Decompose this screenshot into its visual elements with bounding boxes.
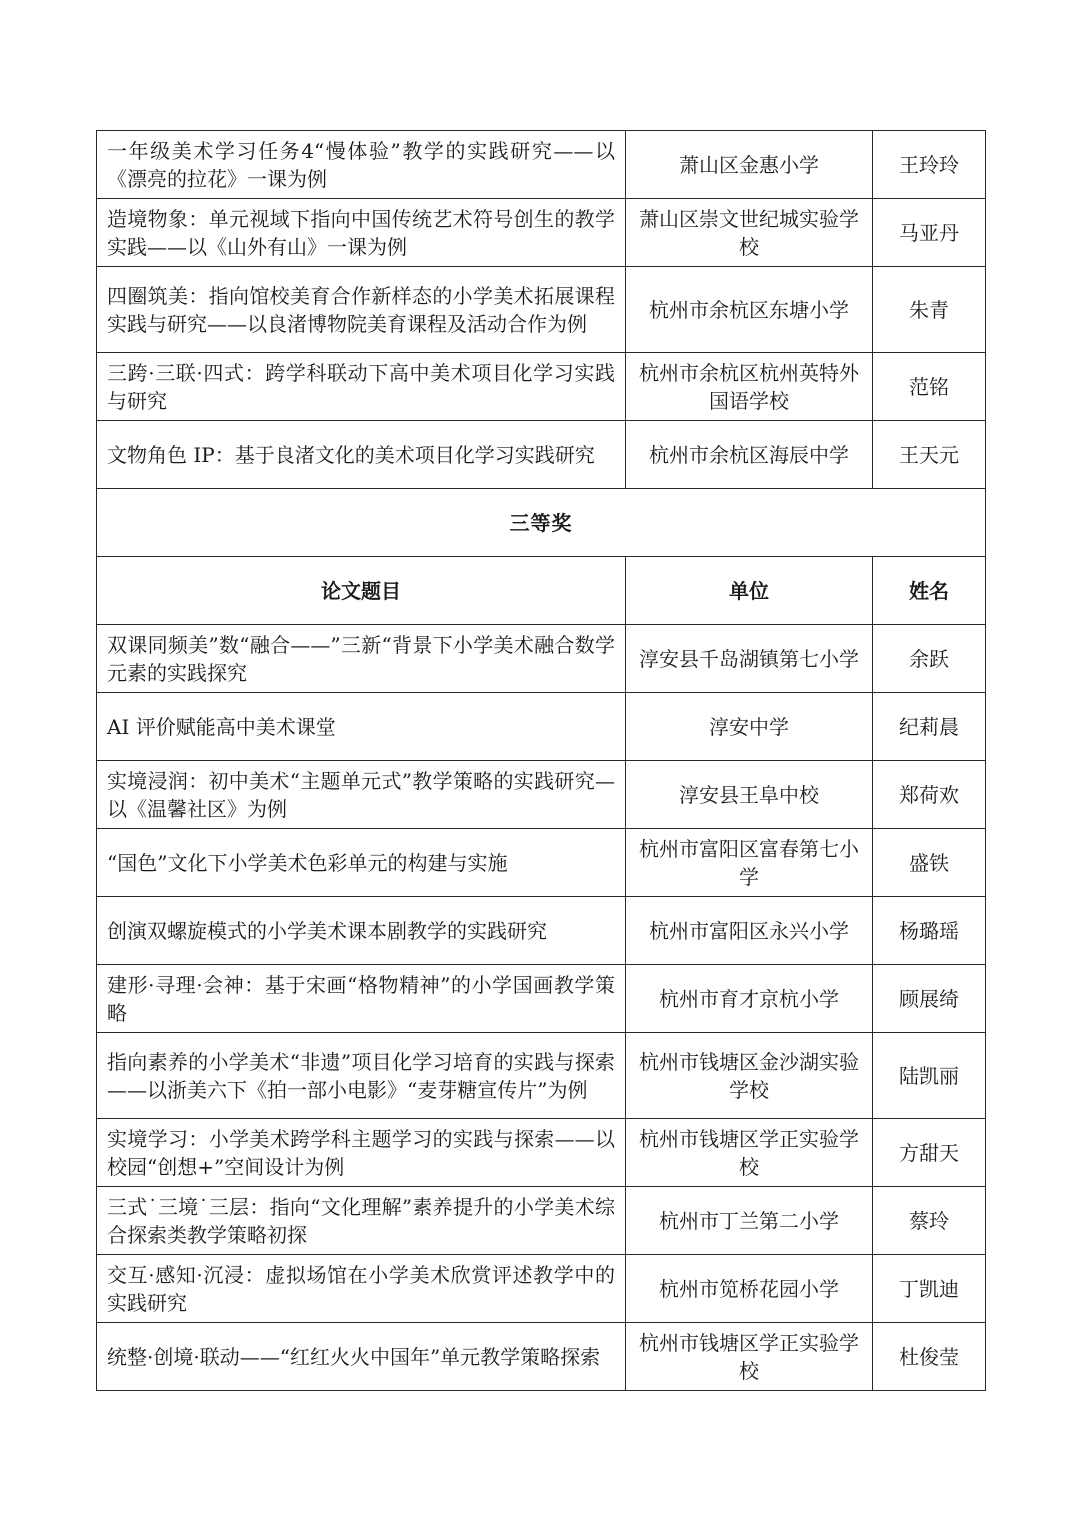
table-row xyxy=(97,761,986,829)
school-unit: 杭州市钱塘区学正实验学校 xyxy=(626,1323,873,1391)
table-row xyxy=(97,1119,986,1187)
school-unit: 杭州市余杭区海辰中学 xyxy=(626,421,873,489)
school-unit: 杭州市丁兰第二小学 xyxy=(626,1187,873,1255)
author-name: 余跃 xyxy=(873,625,986,693)
author-name: 郑荷欢 xyxy=(873,761,986,829)
paper-title: 三跨·三联·四式：跨学科联动下高中美术项目化学习实践与研究 xyxy=(97,353,626,421)
author-name: 丁凯迪 xyxy=(873,1255,986,1323)
table-row xyxy=(97,267,986,353)
table-row xyxy=(97,131,986,199)
paper-title: 四圈筑美：指向馆校美育合作新样态的小学美术拓展课程实践与研究——以良渚博物院美育课程及活动合作为例 xyxy=(97,267,626,353)
table-row xyxy=(97,693,986,761)
column-header-row xyxy=(97,557,986,625)
school-unit: 杭州市钱塘区金沙湖实验学校 xyxy=(626,1033,873,1119)
paper-title: 一年级美术学习任务4“慢体验”教学的实践研究——以《漂亮的拉花》一课为例 xyxy=(97,131,626,199)
school-unit: 杭州市余杭区东塘小学 xyxy=(626,267,873,353)
paper-title: 建形·寻理·会神：基于宋画“格物精神”的小学国画教学策略 xyxy=(97,965,626,1033)
section-heading-row xyxy=(97,489,986,557)
table-row xyxy=(97,421,986,489)
award-table xyxy=(96,130,986,1391)
column-header-unit: 单位 xyxy=(626,557,873,625)
author-name: 盛铁 xyxy=(873,829,986,897)
author-name: 朱青 xyxy=(873,267,986,353)
author-name: 王天元 xyxy=(873,421,986,489)
column-header-name: 姓名 xyxy=(873,557,986,625)
author-name: 杜俊莹 xyxy=(873,1323,986,1391)
paper-title: AI 评价赋能高中美术课堂 xyxy=(97,693,626,761)
paper-title: 文物角色 IP：基于良渚文化的美术项目化学习实践研究 xyxy=(97,421,626,489)
paper-title: 指向素养的小学美术“非遗”项目化学习培育的实践与探索——以浙美六下《拍一部小电影》“麦芽糖宣传片”为例 xyxy=(97,1033,626,1119)
school-unit: 杭州市钱塘区学正实验学校 xyxy=(626,1119,873,1187)
table-row xyxy=(97,965,986,1033)
school-unit: 淳安中学 xyxy=(626,693,873,761)
table-row xyxy=(97,897,986,965)
author-name: 纪莉晨 xyxy=(873,693,986,761)
author-name: 杨璐瑶 xyxy=(873,897,986,965)
paper-title: 交互·感知·沉浸：虚拟场馆在小学美术欣赏评述教学中的实践研究 xyxy=(97,1255,626,1323)
table-row xyxy=(97,625,986,693)
paper-title: 创演双螺旋模式的小学美术课本剧教学的实践研究 xyxy=(97,897,626,965)
author-name: 蔡玲 xyxy=(873,1187,986,1255)
paper-title: 实境浸润：初中美术“主题单元式”教学策略的实践研究—以《温馨社区》为例 xyxy=(97,761,626,829)
school-unit: 淳安县千岛湖镇第七小学 xyxy=(626,625,873,693)
section-heading: 三等奖 xyxy=(97,489,986,557)
school-unit: 杭州市富阳区永兴小学 xyxy=(626,897,873,965)
school-unit: 萧山区崇文世纪城实验学校 xyxy=(626,199,873,267)
table-row xyxy=(97,1187,986,1255)
author-name: 王玲玲 xyxy=(873,131,986,199)
author-name: 范铭 xyxy=(873,353,986,421)
paper-title: 实境学习：小学美术跨学科主题学习的实践与探索——以校园“创想+”空间设计为例 xyxy=(97,1119,626,1187)
table-row xyxy=(97,1255,986,1323)
table-row xyxy=(97,1033,986,1119)
column-header-title: 论文题目 xyxy=(97,557,626,625)
paper-title: 造境物象：单元视域下指向中国传统艺术符号创生的教学实践——以《山外有山》一课为例 xyxy=(97,199,626,267)
paper-title: 统整·创境·联动——“红红火火中国年”单元教学策略探索 xyxy=(97,1323,626,1391)
school-unit: 杭州市笕桥花园小学 xyxy=(626,1255,873,1323)
paper-title: “国色”文化下小学美术色彩单元的构建与实施 xyxy=(97,829,626,897)
author-name: 陆凯丽 xyxy=(873,1033,986,1119)
paper-title: 双课同频美”数“融合——”三新“背景下小学美术融合数学元素的实践探究 xyxy=(97,625,626,693)
author-name: 马亚丹 xyxy=(873,199,986,267)
paper-title: 三式˙三境˙三层：指向“文化理解”素养提升的小学美术综合探索类教学策略初探 xyxy=(97,1187,626,1255)
school-unit: 杭州市余杭区杭州英特外国语学校 xyxy=(626,353,873,421)
author-name: 顾展绮 xyxy=(873,965,986,1033)
school-unit: 杭州市育才京杭小学 xyxy=(626,965,873,1033)
table-row xyxy=(97,1323,986,1391)
table-row xyxy=(97,199,986,267)
school-unit: 淳安县王阜中校 xyxy=(626,761,873,829)
table-row xyxy=(97,829,986,897)
author-name: 方甜天 xyxy=(873,1119,986,1187)
school-unit: 杭州市富阳区富春第七小学 xyxy=(626,829,873,897)
school-unit: 萧山区金惠小学 xyxy=(626,131,873,199)
table-row xyxy=(97,353,986,421)
